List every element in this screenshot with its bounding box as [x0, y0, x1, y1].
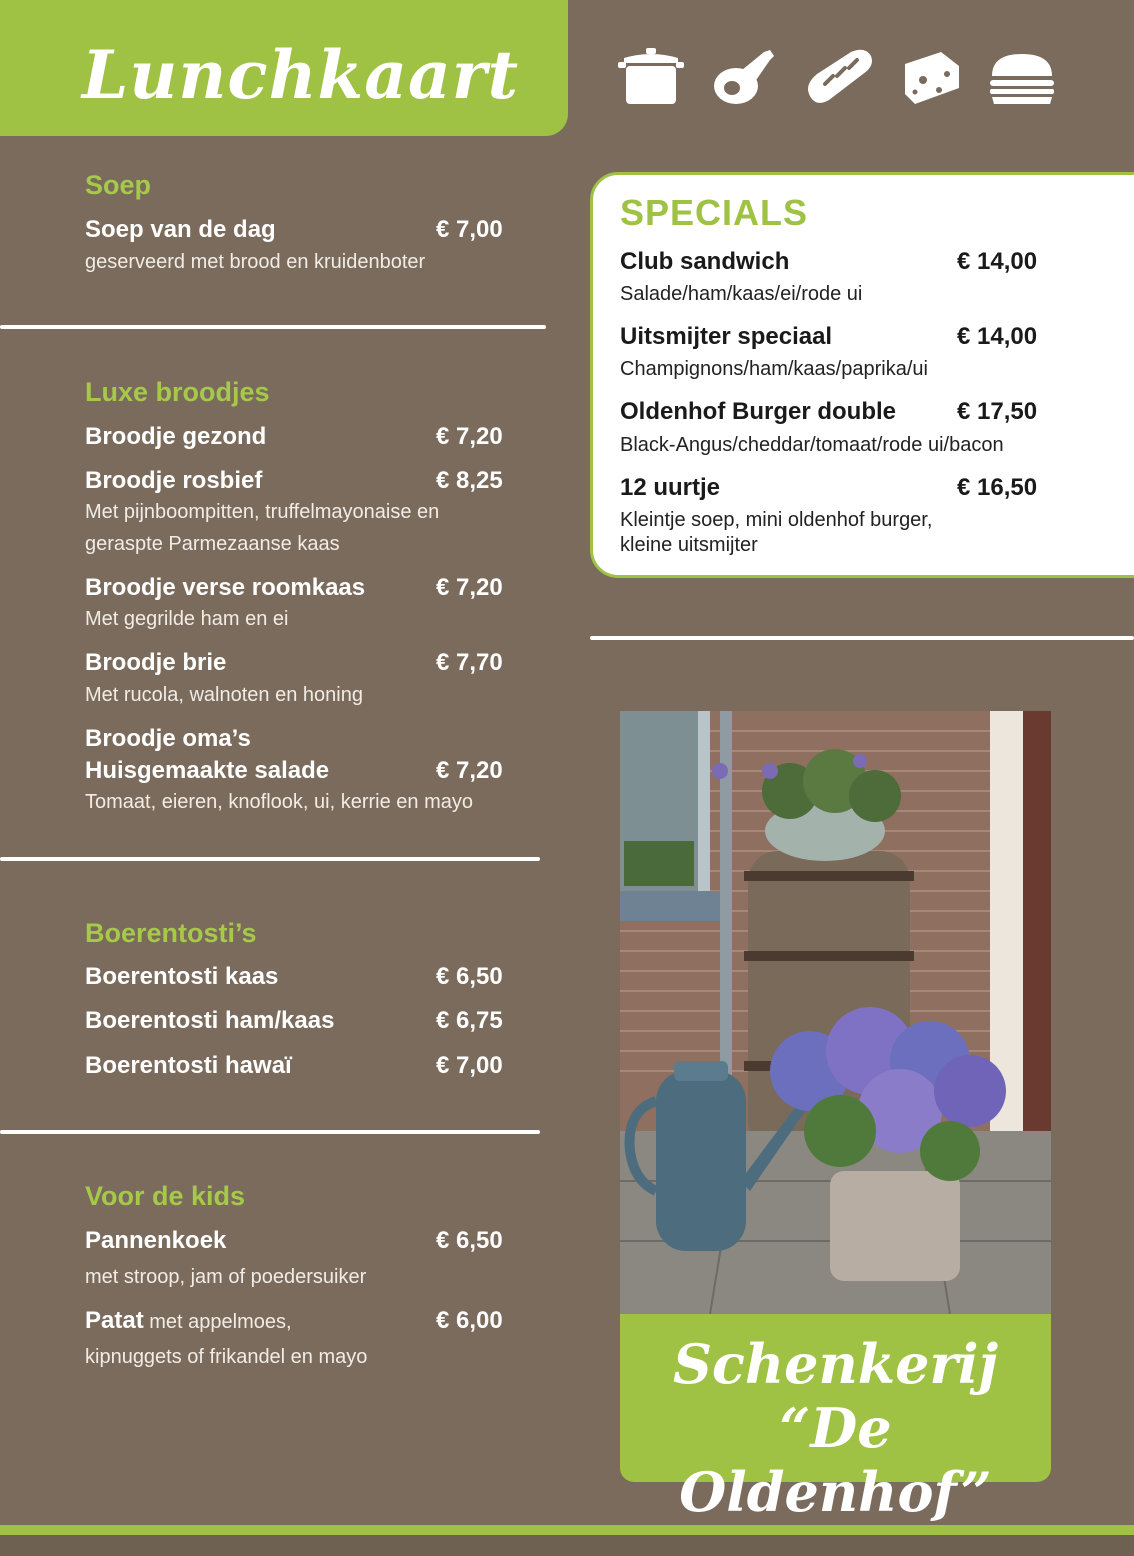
item-price: € 7,70	[436, 649, 503, 676]
item-name: Soep van de dag	[85, 216, 276, 243]
ham-icon	[712, 46, 778, 108]
item-description: Met gegrilde ham en ei	[85, 608, 289, 630]
item-description: met stroop, jam of poedersuiker	[85, 1266, 367, 1288]
item-name: Boerentosti ham/kaas	[85, 1007, 335, 1034]
burger-icon	[988, 46, 1056, 108]
section-title-broodjes: Luxe broodjes	[85, 377, 270, 407]
bread-icon	[803, 46, 875, 108]
specials-title: SPECIALS	[620, 192, 809, 233]
item-name: Boerentosti kaas	[85, 963, 279, 990]
item-price: € 6,50	[436, 963, 503, 990]
item-name: Boerentosti hawaï	[85, 1052, 292, 1079]
item-name-suffix: met appelmoes,	[143, 1311, 292, 1333]
item-price: € 7,20	[436, 423, 503, 450]
special-name: Oldenhof Burger double	[620, 398, 896, 425]
special-name: 12 uurtje	[620, 474, 721, 501]
footer-shade	[0, 1535, 1134, 1556]
special-description: Black-Angus/cheddar/tomaat/rode ui/bacon	[620, 434, 1004, 456]
special-price: € 14,00	[957, 323, 1038, 350]
divider	[590, 636, 1134, 640]
special-price: € 16,50	[957, 474, 1038, 501]
item-name: Broodje rosbief	[85, 467, 263, 494]
special-price: € 14,00	[957, 248, 1038, 275]
special-description: Salade/ham/kaas/ei/rode ui	[620, 283, 863, 305]
item-name: Broodje brie	[85, 649, 227, 676]
item-name: Broodje oma’s	[85, 725, 251, 752]
item-price: € 6,75	[436, 1007, 503, 1034]
food-icons	[616, 42, 1056, 112]
cheese-icon	[901, 46, 963, 108]
item-description: Tomaat, eieren, knoflook, ui, kerrie en mayo	[85, 791, 473, 813]
brand-name-line1: Schenkerij	[672, 1332, 999, 1396]
special-name: Uitsmijter speciaal	[620, 323, 833, 350]
divider	[0, 1130, 540, 1134]
section-title-tosti: Boerentosti’s	[85, 918, 257, 948]
special-description: Champignons/ham/kaas/paprika/ui	[620, 358, 928, 380]
item-price: € 8,25	[436, 467, 503, 494]
special-price: € 17,50	[957, 398, 1038, 425]
item-price: € 7,20	[436, 574, 503, 601]
item-name-bold: Patat	[85, 1307, 144, 1334]
item-description: Met pijnboompitten, truffelmayonaise en	[85, 501, 440, 523]
item-name	[85, 1307, 292, 1335]
item-price: € 7,20	[436, 757, 503, 784]
footer-bar	[0, 1525, 1134, 1535]
special-description: Kleintje soep, mini oldenhof burger,	[620, 509, 933, 531]
divider	[0, 325, 546, 329]
item-name: Pannenkoek	[85, 1227, 227, 1254]
item-name: Broodje verse roomkaas	[85, 574, 366, 601]
item-name: Broodje gezond	[85, 423, 267, 450]
item-description: kipnuggets of frikandel en mayo	[85, 1346, 368, 1368]
special-description: kleine uitsmijter	[620, 534, 758, 556]
item-name: Huisgemaakte salade	[85, 757, 330, 784]
restaurant-photo	[620, 711, 1051, 1314]
item-description: geraspte Parmezaanse kaas	[85, 533, 340, 555]
item-price: € 7,00	[436, 1052, 503, 1079]
section-title-kids: Voor de kids	[85, 1181, 246, 1211]
pot-icon	[616, 46, 686, 108]
item-price: € 7,00	[436, 216, 503, 243]
item-price: € 6,50	[436, 1227, 503, 1254]
item-description: geserveerd met brood en kruidenboter	[85, 251, 426, 273]
section-title-soep: Soep	[85, 170, 152, 200]
page-title: Lunchkaart	[82, 36, 520, 114]
item-description: Met rucola, walnoten en honing	[85, 684, 363, 706]
special-name: Club sandwich	[620, 248, 790, 275]
brand-panel	[620, 1314, 1051, 1524]
item-price: € 6,00	[436, 1307, 503, 1334]
brand-name-line2: “De Oldenhof”	[679, 1396, 992, 1524]
divider	[0, 857, 540, 861]
